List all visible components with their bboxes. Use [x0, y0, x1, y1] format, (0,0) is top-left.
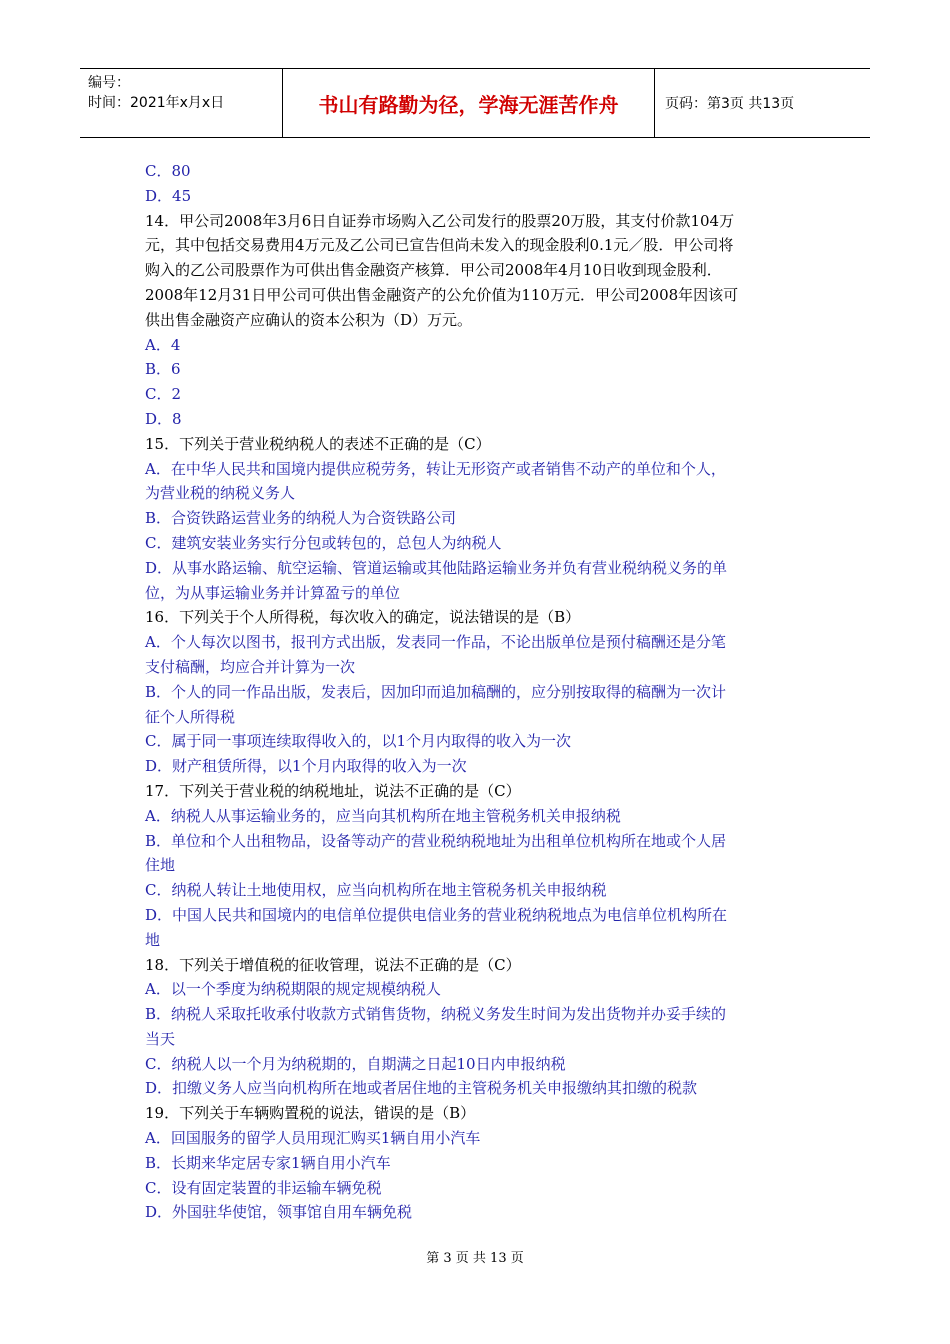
option-line: D．财产租赁所得，以1个月内取得的收入为一次	[145, 757, 467, 776]
option-line: C．2	[145, 385, 182, 404]
header-meta	[80, 69, 283, 137]
header-page-info: 页码：第3页 共13页	[665, 96, 795, 112]
option-line: D．中国人民共和国境内的电信单位提供电信业务的营业税纳税地点为电信单位机构所在	[145, 905, 728, 924]
option-line: B．6	[145, 360, 181, 379]
option-line: 当天	[145, 1029, 176, 1048]
option-line: D．45	[145, 186, 192, 205]
option-line: A．回国服务的留学人员用现汇购买1辆自用小汽车	[145, 1129, 481, 1148]
document-body	[145, 159, 815, 1225]
option-line: B．长期来华定居专家1辆自用小汽车	[145, 1153, 391, 1172]
option-line: C．纳税人转让土地使用权，应当向机构所在地主管税务机关申报纳税	[145, 881, 607, 900]
option-line: D．外国驻华使馆，领事馆自用车辆免税	[145, 1203, 413, 1222]
option-line: C．设有固定装置的非运输车辆免税	[145, 1178, 382, 1197]
option-line: 位，为从事运输业务并计算盈亏的单位	[145, 583, 401, 602]
option-line: C．建筑安装业务实行分包或转包的，总包人为纳税人	[145, 533, 502, 552]
option-line: A．个人每次以图书，报刊方式出版，发表同一作品，不论出版单位是预付稿酬还是分笔	[145, 633, 726, 652]
question-line: 元，其中包括交易费用4万元及乙公司已宣告但尚未发入的现金股利0.1元／股．甲公司将	[145, 236, 734, 255]
question-line: 14．甲公司2008年3月6日自证券市场购入乙公司发行的股票20万股，其支付价款104万	[145, 211, 735, 230]
option-line: B．纳税人采取托收承付收款方式销售货物，纳税义务发生时间为发出货物并办妥手续的	[145, 1005, 727, 1024]
option-line: A．纳税人从事运输业务的，应当向其机构所在地主管税务机关申报纳税	[145, 806, 621, 825]
option-line: 住地	[145, 856, 176, 875]
question-line: 2008年12月31日甲公司可供出售金融资产的公允价值为110万元．甲公司2008年因该可	[145, 285, 739, 304]
option-line: C．80	[145, 162, 191, 180]
question-line: 19．下列关于车辆购置税的说法，错误的是（B）	[145, 1104, 476, 1123]
option-line: 为营业税的纳税义务人	[145, 484, 296, 503]
page-header	[80, 68, 870, 138]
option-line: 支付稿酬，均应合并计算为一次	[145, 657, 356, 676]
option-line: C．纳税人以一个月为纳税期的，自期满之日起10日内申报纳税	[145, 1054, 566, 1073]
question-line: 购入的乙公司股票作为可供出售金融资产核算．甲公司2008年4月10日收到现金股利．	[145, 261, 722, 280]
date-label: 时间：2021年x月x日	[88, 95, 225, 111]
question-line: 供出售金融资产应确认的资本公积为（D）万元。	[145, 310, 473, 329]
option-line: A．以一个季度为纳税期限的规定规模纳税人	[145, 980, 441, 999]
option-line: 征个人所得税	[145, 707, 236, 726]
question-line: 16．下列关于个人所得税，每次收入的确定，说法错误的是（B）	[145, 608, 581, 627]
number-label: 编号：	[88, 75, 130, 91]
question-line: 15．下列关于营业税纳税人的表述不正确的是（C）	[145, 434, 491, 453]
option-line: D．8	[145, 409, 182, 428]
option-line: A．在中华人民共和国境内提供应税劳务，转让无形资产或者销售不动产的单位和个人，	[145, 459, 726, 478]
header-motto: 书山有路勤为径，学海无涯苦作舟	[283, 69, 655, 137]
option-line: B．单位和个人出租物品，设备等动产的营业税纳税地址为出租单位机构所在地或个人居	[145, 831, 727, 850]
option-line: 地	[145, 930, 161, 949]
option-line: B．合资铁路运营业务的纳税人为合资铁路公司	[145, 509, 457, 528]
option-line: D．从事水路运输、航空运输、管道运输或其他陆路运输业务并负有营业税纳税义务的单	[145, 558, 728, 577]
option-line: A．4	[145, 335, 181, 354]
option-line: B．个人的同一作品出版，发表后，因加印而追加稿酬的，应分别按取得的稿酬为一次计	[145, 682, 727, 701]
option-line: D．扣缴义务人应当向机构所在地或者居住地的主管税务机关申报缴纳其扣缴的税款	[145, 1079, 698, 1098]
question-line: 18．下列关于增值税的征收管理，说法不正确的是（C）	[145, 955, 521, 974]
question-line: 17．下列关于营业税的纳税地址，说法不正确的是（C）	[145, 781, 521, 800]
page-footer: 第 3 页 共 13 页	[426, 1251, 524, 1266]
option-line: C．属于同一事项连续取得收入的，以1个月内取得的收入为一次	[145, 732, 572, 751]
